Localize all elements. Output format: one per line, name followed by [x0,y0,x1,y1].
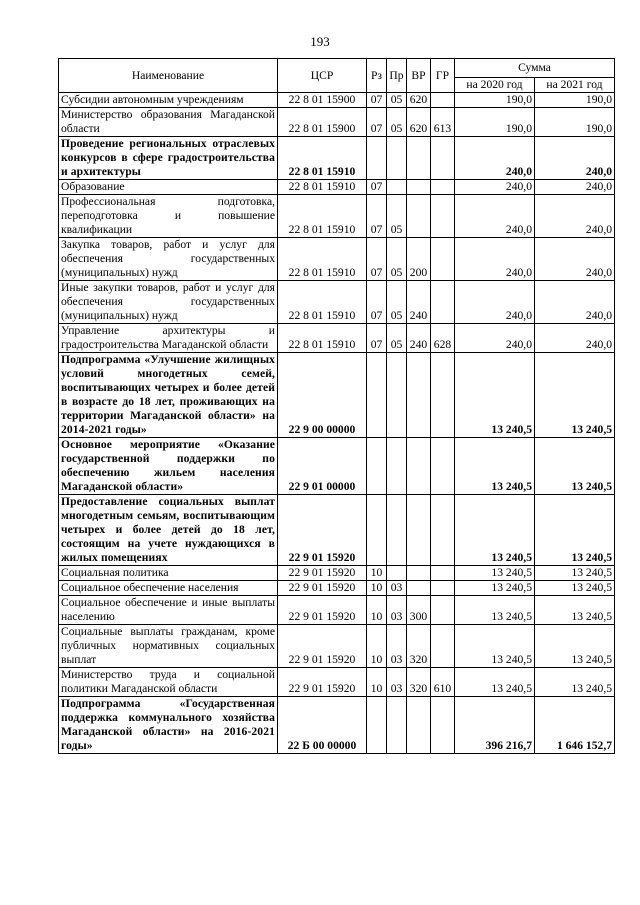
table-row [59,697,615,754]
cell-pr: 05 [387,281,407,324]
cell-gr [431,495,455,566]
cell-pr [387,137,407,180]
cell-gr [431,581,455,596]
cell-pr: 05 [387,108,407,137]
table-row [59,324,615,353]
cell-name: Субсидии автономным учреждениям [59,93,278,108]
cell-pr [387,438,407,495]
cell-sum-2020: 240,0 [455,180,535,195]
cell-sum-2021: 13 240,5 [535,566,615,581]
cell-pr: 05 [387,93,407,108]
cell-sum-2021: 13 240,5 [535,668,615,697]
table-row [59,495,615,566]
cell-csr: 22 8 01 15900 [278,108,367,137]
cell-gr [431,697,455,754]
cell-sum-2021: 190,0 [535,93,615,108]
cell-sum-2021: 13 240,5 [535,596,615,625]
cell-name: Закупка товаров, работ и услуг для обеспечения государственных (муниципальных) нужд [59,238,278,281]
cell-name: Социальные выплаты гражданам, кроме публичных нормативных социальных выплат [59,625,278,668]
cell-name: Министерство труда и социальной политики Магаданской области [59,668,278,697]
header-year-2021: на 2021 год [535,78,615,93]
cell-sum-2020: 190,0 [455,108,535,137]
cell-pr: 03 [387,596,407,625]
cell-csr: 22 8 01 15910 [278,281,367,324]
cell-rz: 10 [367,566,387,581]
cell-sum-2021: 240,0 [535,324,615,353]
table-row [59,238,615,281]
cell-gr [431,566,455,581]
cell-gr [431,238,455,281]
cell-sum-2020: 13 240,5 [455,581,535,596]
cell-pr: 03 [387,625,407,668]
cell-sum-2021: 240,0 [535,195,615,238]
cell-sum-2021: 13 240,5 [535,438,615,495]
cell-gr [431,195,455,238]
cell-sum-2020: 13 240,5 [455,566,535,581]
cell-csr: 22 8 01 15910 [278,238,367,281]
cell-sum-2020: 240,0 [455,195,535,238]
cell-csr: 22 9 01 15920 [278,581,367,596]
cell-rz: 10 [367,581,387,596]
cell-vr: 620 [407,93,431,108]
cell-rz [367,137,387,180]
cell-gr: 613 [431,108,455,137]
cell-sum-2021: 13 240,5 [535,353,615,438]
cell-sum-2020: 240,0 [455,238,535,281]
cell-sum-2021: 190,0 [535,108,615,137]
cell-sum-2021: 13 240,5 [535,495,615,566]
cell-rz: 07 [367,281,387,324]
cell-rz: 07 [367,195,387,238]
cell-pr [387,180,407,195]
cell-csr: 22 9 01 15920 [278,668,367,697]
cell-vr [407,438,431,495]
cell-gr [431,596,455,625]
cell-name: Иные закупки товаров, работ и услуг для обеспечения государственных (муниципальных) нужд [59,281,278,324]
cell-csr: 22 Б 00 00000 [278,697,367,754]
cell-name: Социальное обеспечение населения [59,581,278,596]
cell-sum-2021: 240,0 [535,281,615,324]
cell-csr: 22 8 01 15910 [278,137,367,180]
cell-name: Министерство образования Магаданской области [59,108,278,137]
cell-vr: 240 [407,324,431,353]
cell-sum-2020: 396 216,7 [455,697,535,754]
cell-name: Проведение региональных отраслевых конкурсов в сфере градостроительства и архитектуры [59,137,278,180]
table-row [59,668,615,697]
cell-vr [407,353,431,438]
cell-vr: 240 [407,281,431,324]
cell-vr: 200 [407,238,431,281]
cell-sum-2021: 13 240,5 [535,581,615,596]
cell-sum-2021: 240,0 [535,238,615,281]
cell-vr: 300 [407,596,431,625]
cell-sum-2021: 240,0 [535,180,615,195]
cell-pr: 05 [387,324,407,353]
cell-gr [431,180,455,195]
table-row [59,625,615,668]
cell-sum-2020: 13 240,5 [455,495,535,566]
cell-pr: 03 [387,668,407,697]
cell-sum-2020: 13 240,5 [455,596,535,625]
header-csr: ЦСР [278,59,367,93]
table-row [59,566,615,581]
cell-rz: 07 [367,93,387,108]
header-year-2020: на 2020 год [455,78,535,93]
cell-name: Подпрограмма «Улучшение жилищных условий многодетных семей, воспитывающих четырех и более детей в возрасте до 18 лет, проживающих на территории Магаданской области» на 2014-2021 годы» [59,353,278,438]
cell-pr [387,697,407,754]
cell-pr: 05 [387,238,407,281]
cell-rz: 07 [367,180,387,195]
table-row [59,93,615,108]
cell-name: Управление архитектуры и градостроительства Магаданской области [59,324,278,353]
cell-gr: 610 [431,668,455,697]
cell-gr [431,625,455,668]
cell-name: Профессиональная подготовка, переподготовка и повышение квалификации [59,195,278,238]
table-row [59,581,615,596]
cell-rz: 07 [367,238,387,281]
cell-sum-2020: 13 240,5 [455,438,535,495]
cell-name: Основное мероприятие «Оказание государственной поддержки по обеспечению жильем населения Магаданской области» [59,438,278,495]
cell-csr: 22 9 01 15920 [278,625,367,668]
budget-table [58,58,615,754]
table-row [59,281,615,324]
cell-vr [407,697,431,754]
cell-pr [387,495,407,566]
cell-vr [407,195,431,238]
cell-sum-2020: 240,0 [455,137,535,180]
cell-vr: 320 [407,668,431,697]
cell-sum-2020: 240,0 [455,281,535,324]
cell-gr [431,353,455,438]
cell-vr: 320 [407,625,431,668]
cell-csr: 22 8 01 15910 [278,180,367,195]
header-sum: Сумма [455,59,615,78]
cell-name: Социальное обеспечение и иные выплаты населению [59,596,278,625]
cell-csr: 22 8 01 15910 [278,195,367,238]
cell-sum-2020: 13 240,5 [455,625,535,668]
cell-rz: 07 [367,324,387,353]
cell-csr: 22 9 01 15920 [278,495,367,566]
cell-name: Социальная политика [59,566,278,581]
table-row [59,438,615,495]
page-number: 193 [310,34,330,49]
table-row [59,180,615,195]
cell-vr [407,566,431,581]
cell-sum-2021: 1 646 152,7 [535,697,615,754]
cell-gr [431,93,455,108]
cell-vr [407,137,431,180]
cell-rz: 10 [367,668,387,697]
header-rz: Рз [367,59,387,93]
cell-gr [431,137,455,180]
table-row [59,195,615,238]
cell-gr: 628 [431,324,455,353]
header-vr: ВР [407,59,431,93]
cell-sum-2020: 240,0 [455,324,535,353]
cell-vr [407,495,431,566]
cell-rz [367,495,387,566]
cell-pr: 05 [387,195,407,238]
cell-rz: 10 [367,596,387,625]
table-row [59,137,615,180]
table-row [59,353,615,438]
cell-vr [407,581,431,596]
table-row [59,108,615,137]
cell-csr: 22 9 01 15920 [278,566,367,581]
cell-sum-2020: 13 240,5 [455,353,535,438]
cell-gr [431,281,455,324]
cell-csr: 22 9 00 00000 [278,353,367,438]
cell-csr: 22 8 01 15900 [278,93,367,108]
cell-rz: 07 [367,108,387,137]
header-name: Наименование [59,59,278,93]
cell-csr: 22 9 01 00000 [278,438,367,495]
cell-pr [387,566,407,581]
cell-sum-2020: 13 240,5 [455,668,535,697]
cell-name: Образование [59,180,278,195]
cell-sum-2020: 190,0 [455,93,535,108]
header-gr: ГР [431,59,455,93]
cell-rz [367,697,387,754]
cell-gr [431,438,455,495]
cell-rz [367,353,387,438]
table-row [59,596,615,625]
cell-csr: 22 8 01 15910 [278,324,367,353]
cell-name: Предоставление социальных выплат многодетным семьям, воспитывающим четырех и более детей до 18 лет, состоящим на учете нуждающихся в жилых помещениях [59,495,278,566]
cell-sum-2021: 13 240,5 [535,625,615,668]
header-pr: Пр [387,59,407,93]
cell-vr: 620 [407,108,431,137]
cell-pr: 03 [387,581,407,596]
cell-csr: 22 9 01 15920 [278,596,367,625]
cell-pr [387,353,407,438]
cell-rz [367,438,387,495]
cell-rz: 10 [367,625,387,668]
cell-name: Подпрограмма «Государственная поддержка коммунального хозяйства Магаданской области» на 2016-2021 годы» [59,697,278,754]
cell-sum-2021: 240,0 [535,137,615,180]
cell-vr [407,180,431,195]
